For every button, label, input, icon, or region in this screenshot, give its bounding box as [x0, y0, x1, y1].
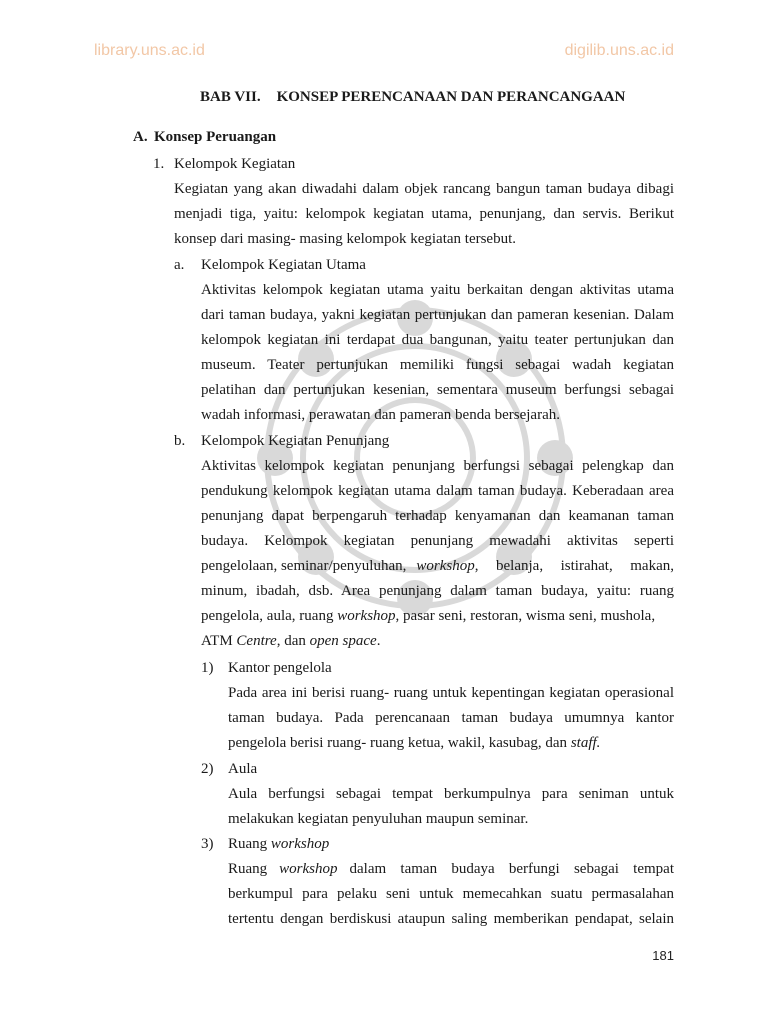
header-digilib-url: digilib.uns.ac.id: [564, 42, 674, 59]
item-b-line-1: Aktivitas kelompok kegiatan penunjang berfungsi sebagai pelengkap dan: [201, 458, 674, 474]
item-b3-title: [228, 835, 329, 853]
chapter-heading: [200, 88, 625, 106]
item-b3-marker: 3): [201, 836, 214, 852]
item-b2-title: Aula: [228, 761, 258, 777]
item-b1-line-3: [228, 734, 600, 752]
section-a-title: Konsep Peruangan: [154, 129, 277, 145]
item-b-line-3: penunjang dapat berpengaruh terhadap kenyamanan dan keamanan taman: [201, 508, 674, 524]
item-a-line-1: Aktivitas kelompok kegiatan utama yaitu berkaitan dengan aktivitas utama: [201, 282, 674, 298]
item-b1-title: Kantor pengelola: [228, 660, 332, 676]
item-b3-line-1-em: workshop: [279, 861, 338, 877]
item-b-line-8-em2: open space: [309, 633, 377, 649]
sub-1-line-3: konsep dari masing- masing kelompok kegiatan tersebut.: [174, 231, 517, 247]
item-a-line-6: wadah informasi, perawatan dan pameran benda bersejarah.: [201, 407, 560, 423]
item-b-line-5-pre: pengelolaan, seminar/penyuluhan,: [201, 558, 407, 574]
item-b-line-4: budaya. Kelompok kegiatan penunjang mewadahi aktivitas seperti: [201, 533, 674, 549]
item-b-title: Kelompok Kegiatan Penunjang: [201, 433, 390, 449]
chapter-title: KONSEP PERENCANAAN DAN PERANCANGAAN: [276, 89, 626, 105]
item-b-line-7-pre: pengelola, aula, ruang: [201, 608, 334, 624]
item-b3-line-2: berkumpul para pelaku seni untuk memecahkan suatu permasalahan: [228, 886, 674, 902]
item-b2-marker: 2): [201, 761, 214, 777]
item-a-marker: a.: [174, 257, 185, 273]
sub-1-line-2: menjadi tiga, yaitu: kelompok kegiatan utama, penunjang, dan servis. Berikut: [174, 206, 674, 222]
item-a-line-2: dari taman budaya, yakni kegiatan pertunjukan dan pameran kesenian. Dalam: [201, 307, 674, 323]
item-b-line-8: [201, 632, 380, 650]
item-b1-line-1: Pada area ini berisi ruang- ruang untuk kepentingan kegiatan operasional: [228, 685, 674, 701]
item-b-line-8-pre: ATM: [201, 633, 233, 649]
item-b3-title-pre: Ruang: [228, 836, 268, 852]
item-b-line-2: pendukung kelompok kegiatan utama dalam taman budaya. Keberadaan area: [201, 483, 674, 499]
item-b2-line-1: Aula berfungsi sebagai tempat berkumpulnya para seniman untuk: [228, 786, 674, 802]
sub-1-line-1: Kegiatan yang akan diwadahi dalam objek rancang bangun taman budaya dibagi: [174, 181, 674, 197]
sub-1-title: Kelompok Kegiatan: [174, 156, 296, 172]
item-b-line-5-em: workshop: [416, 558, 475, 574]
chapter-number: BAB VII.: [200, 89, 261, 105]
item-b-line-8-em1: Centre: [236, 633, 277, 649]
item-a-line-4: museum. Teater pertunjukan memiliki fungsi sebagai wadah kegiatan: [201, 357, 674, 373]
item-b-line-5: [201, 557, 674, 575]
item-b3-line-1-post: dalam taman budaya berfungi sebagai tempat: [349, 861, 674, 877]
item-b-line-7-em: workshop: [337, 608, 396, 624]
item-a-title: Kelompok Kegiatan Utama: [201, 257, 366, 273]
header-library-url: library.uns.ac.id: [94, 42, 205, 59]
page-number: 181: [652, 948, 674, 963]
item-b-line-6: minum, ibadah, dsb. Area penunjang dalam taman budaya, yaitu: ruang: [201, 583, 674, 599]
item-b-line-7: [201, 607, 655, 625]
item-b1-line-2: taman budaya. Pada perencanaan taman budaya umumnya kantor: [228, 710, 674, 726]
sub-1-marker: 1.: [153, 156, 165, 172]
item-b-marker: b.: [174, 433, 186, 449]
item-b3-line-1: [228, 860, 674, 878]
item-a-line-3: kelompok kegiatan ini terdapat dua bangunan, yaitu teater pertunjukan dan: [201, 332, 674, 348]
section-a-marker: A.: [133, 129, 148, 145]
item-b1-line-3-em: staff.: [570, 735, 601, 751]
item-b3-title-em: workshop: [270, 836, 330, 852]
item-b2-line-2: melakukan kegiatan penyuluhan maupun seminar.: [228, 811, 529, 827]
item-b3-line-1-pre: Ruang: [228, 861, 268, 877]
item-a-line-5: pelatihan dan pertunjukan kesenian, sementara museum berfungsi sebagai: [201, 382, 674, 398]
item-b-line-5-post: , belanja, istirahat, makan,: [474, 558, 674, 574]
item-b1-line-3-pre: pengelola berisi ruang- ruang ketua, wakil, kasubag, dan: [228, 735, 568, 751]
item-b-line-7-post: , pasar seni, restoran, wisma seni, mushola,: [395, 608, 656, 624]
item-b1-marker: 1): [201, 660, 214, 676]
item-b-line-8-mid: , dan: [276, 633, 306, 649]
item-b-line-8-post: .: [376, 633, 381, 649]
item-b3-line-3: tertentu dengan berdiskusi ataupun saling memberikan pendapat, selain: [228, 911, 674, 927]
